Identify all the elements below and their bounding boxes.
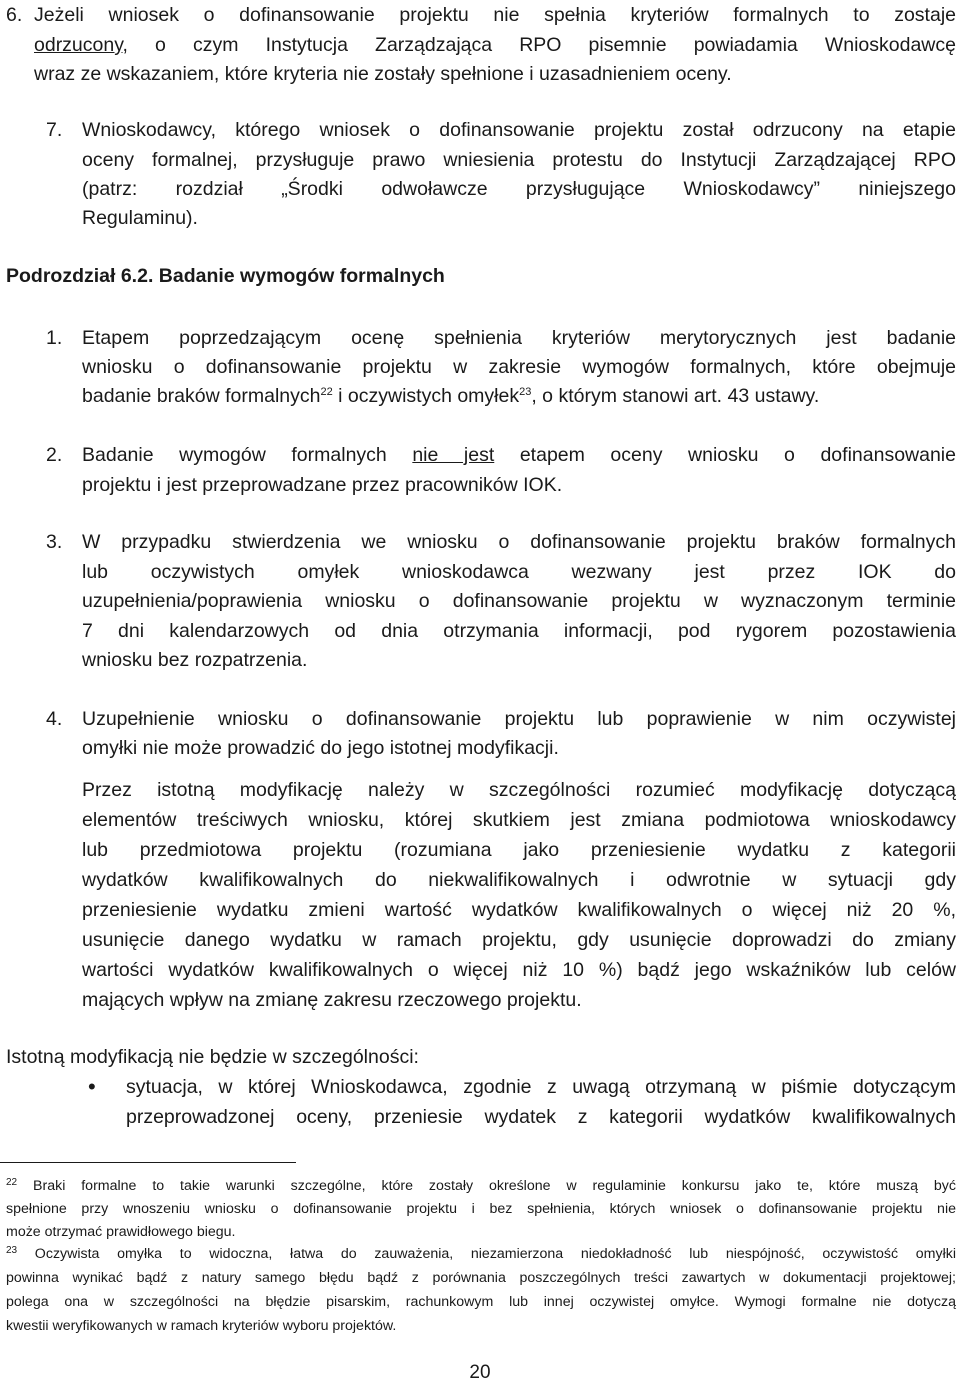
footnote-mark-23: 23: [6, 1245, 18, 1256]
item-number: 6.: [6, 4, 23, 26]
bullet-line2: przeprowadzonej oceny, przeniesie wydatek z kategorii wydatków kwalifikowalnych: [126, 1106, 956, 1128]
underlined-phrase: nie jest: [412, 444, 495, 466]
p4-par-line: przeniesienie wydatku zmieni wartość wydatków kwalifikowalnych o więcej niż 20 %,: [82, 899, 956, 921]
p3-line2: lub oczywistych omyłek wnioskodawca wezwany jest przez IOK do: [82, 561, 956, 583]
page-number: 20: [469, 1362, 491, 1383]
p3-line3: uzupełnienia/poprawienia wniosku o dofinansowanie projektu w wyznaczonym terminie: [82, 590, 956, 612]
footnote-22-line1: $^{22}$ Braki formalne to takie warunki szczególne, które zostały określone w regulaminie konkursu jako te, które muszą być: [6, 1177, 956, 1194]
footnote-23-line4: kwestii weryfikowanych w ramach kryteriów wyboru projektów.: [6, 1318, 397, 1334]
item-number: 7.: [46, 119, 63, 141]
item7-line1: Wnioskodawcy, którego wniosek o dofinansowanie projektu został odrzucony na etapie: [82, 119, 956, 141]
bullet-icon: •: [88, 1074, 96, 1099]
p1-line1: Etapem poprzedzającym ocenę spełnienia kryteriów merytorycznych jest badanie: [82, 327, 956, 349]
p1-line3: badanie braków formalnych$^{22}$ i oczywistych omyłek$^{23}$, o którym stanowi art. 43 ustawy.: [82, 385, 820, 407]
item6-line1: Jeżeli wniosek o dofinansowanie projektu nie spełnia kryteriów formalnych to zostaje: [34, 4, 956, 26]
p2-line1: Badanie wymogów formalnych nie jest etapem oceny wniosku o dofinansowanie: [82, 444, 956, 466]
footnote-mark-22: 22: [6, 1177, 18, 1188]
p4-line2: omyłki nie może prowadzić do jego istotnej modyfikacji.: [82, 737, 559, 759]
footnote-ref-22[interactable]: 22: [320, 386, 333, 398]
item-number: 1.: [46, 327, 63, 349]
item7-line2: oceny formalnej, przysługuje prawo wniesienia protestu do Instytucji Zarządzającej RPO: [82, 149, 956, 171]
p4-par-line: elementów treściwych wniosku, której skutkiem jest zmiana podmiotowa wnioskodawcy: [82, 809, 956, 831]
p4-line1: Uzupełnienie wniosku o dofinansowanie projektu lub poprawienie w nim oczywistej: [82, 708, 956, 730]
bullet-line1: sytuacja, w której Wnioskodawca, zgodnie z uwagą otrzymaną w piśmie dotyczącym: [126, 1076, 956, 1098]
underlined-word: odrzucony: [34, 34, 123, 56]
item6-line3: wraz ze wskazaniem, które kryteria nie zostały spełnione i uzasadnieniem oceny.: [34, 63, 732, 85]
footnote-separator: [0, 1162, 296, 1163]
item-number: 3.: [46, 531, 63, 553]
p4-par-line: Przez istotną modyfikację należy w szczególności rozumieć modyfikację dotyczącą: [82, 779, 956, 801]
p3-line4: 7 dni kalendarzowych od dnia otrzymania informacji, pod rygorem pozostawienia: [82, 620, 956, 642]
p3-line1: W przypadku stwierdzenia we wniosku o dofinansowanie projektu braków formalnych: [82, 531, 956, 553]
not-significant-intro: Istotną modyfikacją nie będzie w szczególności:: [6, 1046, 419, 1068]
p4-par-line: lub przedmiotowa projektu (rozumiana jako przeniesienie wydatku z kategorii: [82, 839, 956, 861]
item-number: 2.: [46, 444, 63, 466]
p4-par-line: wydatków kwalifikowalnych do niekwalifikowalnych i odwrotnie w sytuacji gdy: [82, 869, 956, 891]
p3-line5: wniosku bez rozpatrzenia.: [82, 649, 308, 671]
p4-par-line: mających wpływ na zmianę zakresu rzeczowego projektu.: [82, 989, 582, 1011]
p1-line2: wniosku o dofinansowanie projektu w zakresie wymogów formalnych, które obejmuje: [82, 356, 956, 378]
item7-line4: Regulaminu).: [82, 207, 198, 229]
footnote-23-line1: $^{23}$ Oczywista omyłka to widoczna, łatwa do zauważenia, niezamierzona niedokładność lub niespójność, oczywistość omyłki: [6, 1245, 956, 1262]
item6-line2: odrzucony, o czym Instytucja Zarządzająca RPO pisemnie powiadamia Wnioskodawcę: [34, 34, 956, 56]
footnote-22-line2: spełnione przy wnoszeniu wniosku o dofinansowanie projektu i bez spełnienia, których wniosek o dofinansowanie projektu nie: [6, 1201, 956, 1217]
item-number: 4.: [46, 708, 63, 730]
p4-par-line: wartości wydatków kwalifikowalnych o więcej niż 10 %) bądź jego wskaźników lub celów: [82, 959, 956, 981]
footnote-ref-23[interactable]: 23: [519, 386, 532, 398]
p2-line2: projektu i jest przeprowadzane przez pracowników IOK.: [82, 474, 563, 496]
footnote-23-line2: powinna wynikać bądź z natury samego błędu bądź z porównania poszczególnych treści zawartych w dokumentacji projektowej;: [6, 1270, 956, 1286]
footnote-22-line3: może otrzymać prawidłowego biegu.: [6, 1224, 236, 1240]
item7-line3: (patrz: rozdział „Środki odwoławcze przysługujące Wnioskodawcy” niniejszego: [82, 178, 956, 200]
p4-par-line: usunięcie danego wydatku w ramach projektu, gdy usunięcie doprowadzi do zmiany: [82, 929, 956, 951]
footnote-23-line3: polega ona w szczególności na błędzie pisarskim, rachunkowym lub innej oczywistej omyłce. Wymogi formalne nie dotyczą: [6, 1294, 956, 1310]
subsection-title: Podrozdział 6.2. Badanie wymogów formalnych: [6, 265, 445, 287]
